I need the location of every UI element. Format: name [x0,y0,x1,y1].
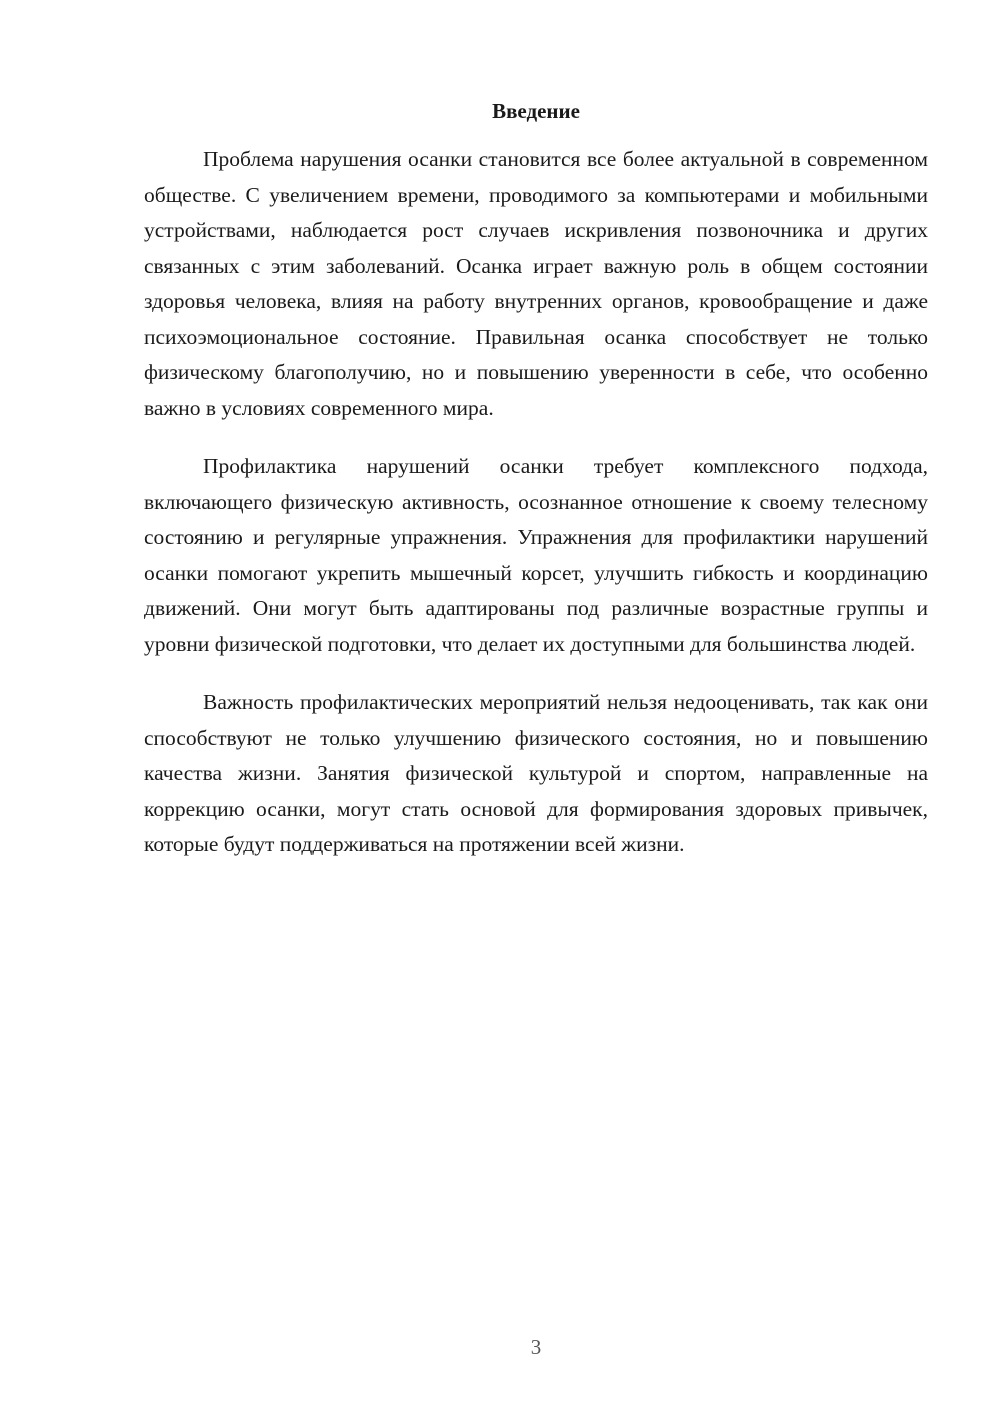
paragraph-3: Важность профилактических мероприятий нельзя недооценивать, так как они способствуют не только улучшению физического состояния, но и повышению качества жизни. Занятия физической культурой и спортом, направленные на коррекцию осанки, могут стать основой для формирования здоровых привычек, которые будут поддерживаться на протяжении всей жизни. [144,690,928,856]
page-number: 3 [530,1335,542,1359]
page-title: Введение [492,99,580,123]
body-text [144,142,928,886]
paragraph-1: Проблема нарушения осанки становится все более актуальной в современном обществе. С увеличением времени, проводимого за компьютерами и мобильными устройствами, наблюдается рост случаев искривления позвоночника и других связанных с этим заболеваний. Осанка играет важную роль в общем состоянии здоровья человека, влияя на работу внутренних органов, кровообращение и даже психоэмоциональное состояние. Правильная осанка способствует не только физическому благополучию, но и повышению уверенности в себе, что особенно важно в условиях современного мира. [144,147,928,420]
paragraph-2: Профилактика нарушений осанки требует комплексного подхода, включающего физическую активность, осознанное отношение к своему телесному состоянию и регулярные упражнения. Упражнения для профилактики нарушений осанки помогают укрепить мышечный корсет, улучшить гибкость и координацию движений. Они могут быть адаптированы под различные возрастные группы и уровни физической подготовки, что делает их доступными для большинства людей. [144,454,928,656]
